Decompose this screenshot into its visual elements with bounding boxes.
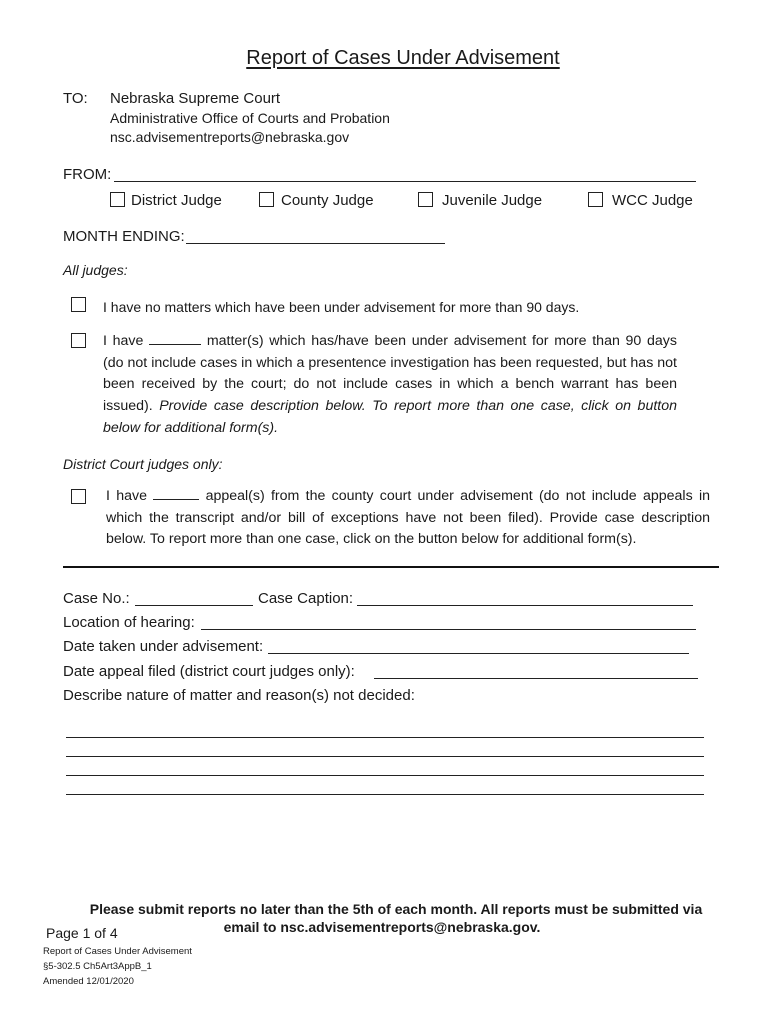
notice-line-2: email to nsc.advisementreports@nebraska.gov.: [223, 919, 541, 935]
date-appeal-field[interactable]: [374, 678, 698, 679]
district-judge-checkbox[interactable]: [110, 192, 125, 207]
to-line-1: Nebraska Supreme Court: [110, 90, 281, 107]
location-label: Location of hearing:: [63, 614, 195, 631]
county-judge-label: County Judge: [281, 192, 374, 209]
describe-line-3[interactable]: [66, 775, 704, 776]
describe-line-1[interactable]: [66, 737, 704, 738]
to-line-3: nsc.advisementreports@nebraska.gov: [110, 129, 350, 145]
section-divider: [63, 566, 719, 568]
appeals-checkbox[interactable]: [71, 489, 86, 504]
from-name-field[interactable]: [114, 181, 696, 182]
location-field[interactable]: [201, 629, 696, 630]
appeals-prefix: I have: [106, 488, 147, 504]
to-line-2: Administrative Office of Courts and Probation: [110, 110, 390, 126]
month-ending-label: MONTH ENDING:: [63, 228, 185, 245]
date-taken-label: Date taken under advisement:: [63, 638, 264, 655]
juvenile-judge-label: Juvenile Judge: [442, 192, 543, 209]
matters-body: matter(s) which has/have been under advisement for more than 90 days (do not include cases in which a presentence investigation has been requested, but has not been received by the court; do not include cases in which a bench warrant has been issued).: [103, 333, 677, 415]
footer-amended: Amended 12/01/2020: [43, 976, 134, 987]
appeals-body: appeal(s) from the county court under advisement (do not include appeals in which the transcript and/or bill of exceptions have not been filed). Provide case description below. To report more than one case, click on the button below for additional form(s).: [106, 488, 710, 548]
footer-rule-ref: §5-302.5 Ch5Art3AppB_1: [43, 961, 152, 972]
to-label: TO:: [63, 90, 88, 107]
district-judge-label: District Judge: [131, 192, 222, 209]
matters-prefix: I have: [103, 333, 144, 349]
county-judge-checkbox[interactable]: [259, 192, 274, 207]
appeals-count-field[interactable]: [153, 486, 199, 500]
footer-form-name: Report of Cases Under Advisement: [43, 946, 192, 957]
case-caption-label: Case Caption:: [258, 590, 354, 607]
matters-paragraph: [103, 331, 677, 440]
all-judges-heading: All judges:: [63, 262, 128, 278]
describe-label: Describe nature of matter and reason(s) not decided:: [63, 687, 415, 704]
wcc-judge-label: WCC Judge: [612, 192, 693, 209]
case-caption-field[interactable]: [357, 605, 693, 606]
page-title: Report of Cases Under Advisement: [246, 47, 560, 69]
notice-line-1: Please submit reports no later than the 5th of each month. All reports must be submitted via: [89, 901, 703, 917]
matters-checkbox[interactable]: [71, 333, 86, 348]
matters-instruction: Provide case description below. To report more than one case, click on button below for additional form(s).: [103, 398, 677, 436]
matters-count-field[interactable]: [149, 331, 201, 345]
district-only-heading: District Court judges only:: [63, 456, 223, 472]
month-ending-field[interactable]: [186, 243, 445, 244]
page-number: Page 1 of 4: [46, 925, 118, 941]
no-matters-checkbox[interactable]: [71, 297, 86, 312]
wcc-judge-checkbox[interactable]: [588, 192, 603, 207]
date-taken-field[interactable]: [268, 653, 689, 654]
date-appeal-label: Date appeal filed (district court judges only):: [63, 663, 355, 680]
case-no-field[interactable]: [135, 605, 253, 606]
juvenile-judge-checkbox[interactable]: [418, 192, 433, 207]
from-label: FROM:: [63, 166, 112, 183]
no-matters-text: I have no matters which have been under advisement for more than 90 days.: [103, 299, 580, 315]
describe-line-4[interactable]: [66, 794, 704, 795]
case-no-label: Case No.:: [63, 590, 130, 607]
appeals-paragraph: [106, 486, 710, 551]
describe-line-2[interactable]: [66, 756, 704, 757]
